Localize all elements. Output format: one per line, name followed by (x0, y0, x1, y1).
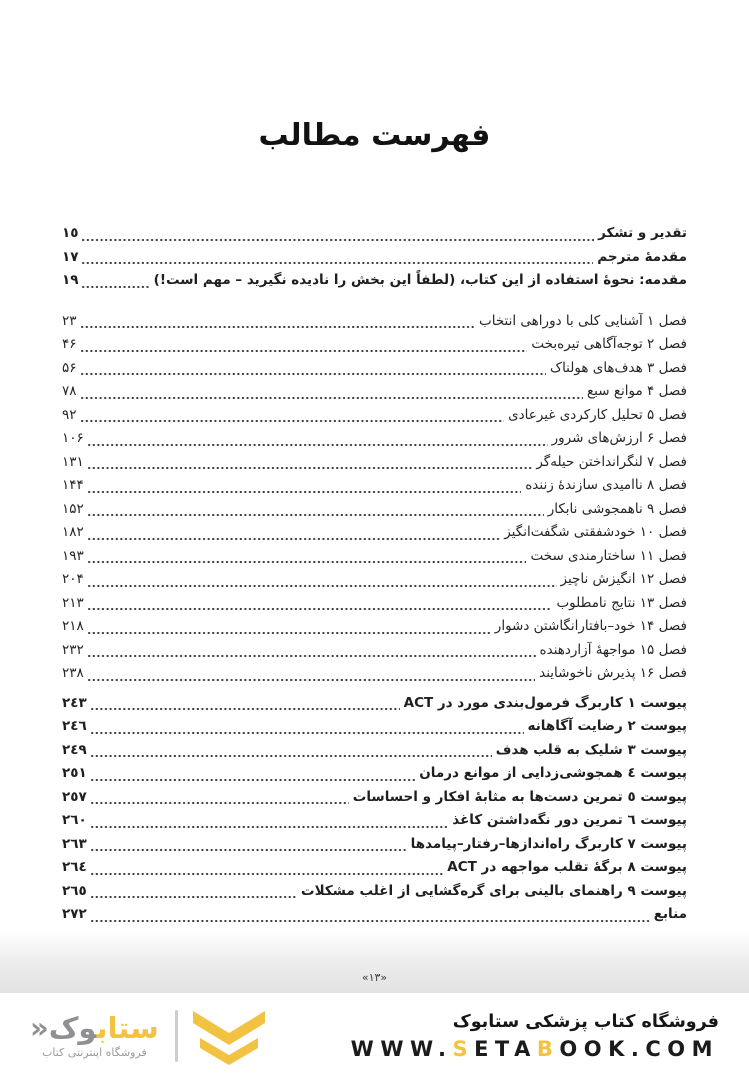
toc-entry-page-number: ۴۶ (62, 336, 77, 352)
toc-entry-label: پیوست ۱ کاربرگ فرمول‌بندی مورد در ACT (403, 694, 687, 711)
toc-entry (62, 498, 687, 522)
toc-entry-page-number: ۱۹ (62, 272, 79, 288)
page-number: «۱۳» (361, 971, 388, 984)
toc-entry-label: فصل ۸ ناامیدی سازندهٔ زننده (525, 477, 687, 493)
toc-entry (62, 662, 687, 686)
dot-leader (88, 584, 557, 588)
toc-entry-label: فصل ۱۴ خود–بافتارانگاشتن دشوار (494, 618, 687, 634)
page-edge-shadow (0, 931, 749, 993)
store-name: فروشگاه کتاب پزشکی ستابوک (452, 1012, 719, 1032)
toc-entry-page-number: ۲۰۴ (62, 571, 84, 587)
toc-entry (62, 427, 687, 451)
toc-entry-page-number: ۵۶ (62, 359, 77, 376)
toc-entry (62, 739, 687, 763)
dot-leader (91, 919, 650, 923)
toc-entry-page-number: ۲۱۸ (62, 618, 84, 634)
toc-entry (62, 310, 687, 334)
dot-leader (88, 654, 536, 658)
dot-leader (91, 872, 444, 876)
toc-entry (62, 762, 687, 786)
toc-entry-page-number: ۱۸۲ (62, 524, 84, 540)
toc-entry-label: پیوست ٤ همجوشی‌زدایی از موانع درمان (419, 765, 687, 781)
toc-entry-page-number: ۲۱۳ (62, 594, 84, 611)
dot-leader (81, 396, 583, 400)
toc-entry (62, 903, 687, 927)
toc-entry-label: فصل ۱۱ ساختارمندی سخت (530, 547, 687, 564)
toc-entry (62, 451, 687, 475)
toc-entry-label: پیوست ۲ رضایت آگاهانه (527, 718, 687, 734)
toc-entry (62, 880, 687, 904)
toc-entry (62, 521, 687, 545)
toc-entry-page-number: ۹۲ (62, 406, 77, 423)
toc-entry-page-number: ۲٦٥ (62, 882, 87, 899)
toc-entry-page-number: ۷۸ (62, 383, 77, 399)
dot-leader (88, 678, 535, 682)
toc-entry (62, 380, 687, 404)
toc-entry-page-number: ۲٤۹ (62, 741, 87, 758)
toc-entry-label: مقدمهٔ مترجم (597, 248, 687, 265)
toc-entry-page-number: ۱۳۱ (62, 453, 84, 470)
double-chevron-icon (190, 1007, 268, 1065)
toc-entry-label: منابع (653, 906, 687, 922)
footer-text-block (351, 1011, 719, 1061)
toc-entry (62, 269, 687, 293)
dot-leader (91, 801, 349, 805)
toc-entry-label: فصل ۷ لنگرانداختن حیله‌گر (536, 453, 687, 470)
toc-entry-label: فصل ۱۲ انگیزش ناچیز (560, 571, 687, 587)
toc-entry-label: فصل ۵ تحلیل کارکردی غیرعادی (508, 406, 687, 423)
toc-entry-page-number: ۲٤٦ (62, 718, 87, 734)
toc-appendices (62, 692, 687, 927)
toc-entry (62, 715, 687, 739)
toc-entry (62, 568, 687, 592)
toc-entry-label: فصل ۹ ناهمجوشی نابکار (547, 500, 687, 517)
dot-leader (91, 754, 492, 758)
toc-entry (62, 809, 687, 833)
toc-entry (62, 615, 687, 639)
toc-entry (62, 592, 687, 616)
toc-entry-label: پیوست ۳ شلیک به قلب هدف (495, 741, 687, 758)
toc-entry (62, 545, 687, 569)
toc-front-matter (62, 222, 687, 293)
toc-entry-page-number: ۲۳۸ (62, 665, 84, 681)
toc-entry-page-number: ۲٦۳ (62, 835, 87, 852)
dot-leader (81, 372, 546, 376)
dot-leader (91, 731, 524, 735)
toc-entry-label: فصل ۱۶ پذیرش ناخوشایند (539, 665, 687, 681)
toc-entry-label: فصل ۱۵ مواجهۀ آزاردهنده (539, 641, 687, 658)
toc-entry (62, 833, 687, 857)
dot-leader (91, 825, 449, 829)
dot-leader (88, 490, 521, 494)
dot-leader (81, 419, 505, 423)
toc-entry (62, 404, 687, 428)
dot-leader (81, 325, 476, 329)
toc-entry-label: پیوست ۸ برگهٔ تقلب مواجهه در ACT (447, 859, 687, 875)
toc-entry (62, 357, 687, 381)
dot-leader (91, 895, 297, 899)
site-url-segment[interactable]: B (536, 1037, 560, 1061)
toc-entry (62, 246, 687, 270)
toc-entry (62, 639, 687, 663)
site-url-segment[interactable]: WWW. (350, 1037, 453, 1061)
dot-leader (88, 631, 491, 635)
toc-entry-page-number: ۱٥ (62, 225, 79, 241)
site-footer (0, 993, 749, 1079)
logo-wordmark (30, 1013, 159, 1059)
toc-entry (62, 474, 687, 498)
toc-entry-page-number: ۲۷۲ (62, 906, 87, 922)
dot-leader (88, 560, 527, 564)
dot-leader (91, 848, 407, 852)
site-url[interactable] (351, 1037, 719, 1061)
dot-leader (88, 537, 500, 541)
setabook-logo[interactable] (30, 1007, 268, 1065)
toc-entry-page-number: ۲٦٤ (62, 859, 87, 875)
toc-entry-page-number: ۱۴۴ (62, 477, 84, 493)
toc-entry-label: پیوست ٦ تمرین دور نگه‌داشتن کاغذ (452, 812, 687, 828)
dot-leader (88, 513, 544, 517)
toc-entry-page-number: ۲٥۱ (62, 765, 87, 781)
toc-entry-page-number: ۲٥۷ (62, 788, 87, 805)
dot-leader (88, 466, 533, 470)
toc-entry-page-number: ۲۳ (62, 312, 77, 329)
site-url-segment[interactable]: OOK.COM (559, 1037, 719, 1061)
dot-leader (82, 285, 149, 289)
site-url-segment[interactable]: S (452, 1037, 475, 1061)
toc-entry (62, 692, 687, 716)
toc-entry (62, 222, 687, 246)
toc-entry-label: فصل ۲ توجه‌آگاهی تیره‌بخت (531, 336, 687, 352)
logo-divider (175, 1010, 178, 1062)
dot-leader (88, 443, 548, 447)
toc-entry-label: فصل ۴ موانع سبع (586, 383, 687, 399)
toc-entry-label: فصل ۱۰ خودشفقتی شگفت‌انگیز (504, 524, 687, 540)
toc-entry-label: فصل ۳ هدف‌های هولناک (549, 359, 687, 376)
page-title: فهرست مطالب (258, 118, 491, 153)
table-of-contents (62, 222, 687, 927)
toc-entry-page-number: ۱۵۲ (62, 500, 84, 517)
toc-entry-label: پیوست ۹ راهنمای بالینی برای گره‌گشایی از اغلب مشکلات (301, 882, 687, 899)
logo-wordmark-gray: وک« (30, 1011, 97, 1045)
toc-entry-label: مقدمه: نحوهٔ استفاده از این کتاب، (لطفاً این بخش را نادیده نگیرید – مهم است!) (153, 272, 687, 288)
toc-entry-label: فصل ۶ ارزش‌های شرور (551, 430, 687, 446)
toc-entry-label: پیوست ٥ تمرین دست‌ها به مثابۀ افکار و احساسات (352, 788, 687, 805)
site-url-segment[interactable]: ETA (474, 1037, 537, 1061)
toc-entry-page-number: ۱۹۳ (62, 547, 84, 564)
dot-leader (91, 778, 416, 782)
logo-wordmark-yellow: ستاب (96, 1011, 159, 1045)
toc-entry-label: فصل ۱۳ نتایج نامطلوب (556, 594, 687, 611)
dot-leader (82, 261, 593, 265)
toc-entry (62, 333, 687, 357)
dot-leader (88, 607, 553, 611)
logo-tagline: فروشگاه اینترنتی کتاب (42, 1046, 147, 1059)
dot-leader (82, 238, 594, 242)
toc-chapters (62, 310, 687, 686)
toc-entry-page-number: ۱۰۶ (62, 430, 84, 446)
toc-entry-page-number: ۲٦۰ (62, 812, 87, 828)
toc-entry-label: پیوست ۷ کاربرگ راه‌اندازها–رفتار–پیامدها (410, 835, 687, 852)
toc-entry-label: فصل ۱ آشنایی کلی با دوراهی انتخاب (479, 312, 687, 329)
toc-entry-page-number: ۲۳۲ (62, 641, 84, 658)
toc-entry-page-number: ۲٤۳ (62, 694, 87, 711)
toc-entry (62, 786, 687, 810)
dot-leader (91, 707, 400, 711)
dot-leader (81, 349, 528, 353)
toc-entry-label: تقدیر و تشکر (598, 225, 687, 241)
toc-entry (62, 856, 687, 880)
toc-entry-page-number: ۱۷ (62, 248, 79, 265)
